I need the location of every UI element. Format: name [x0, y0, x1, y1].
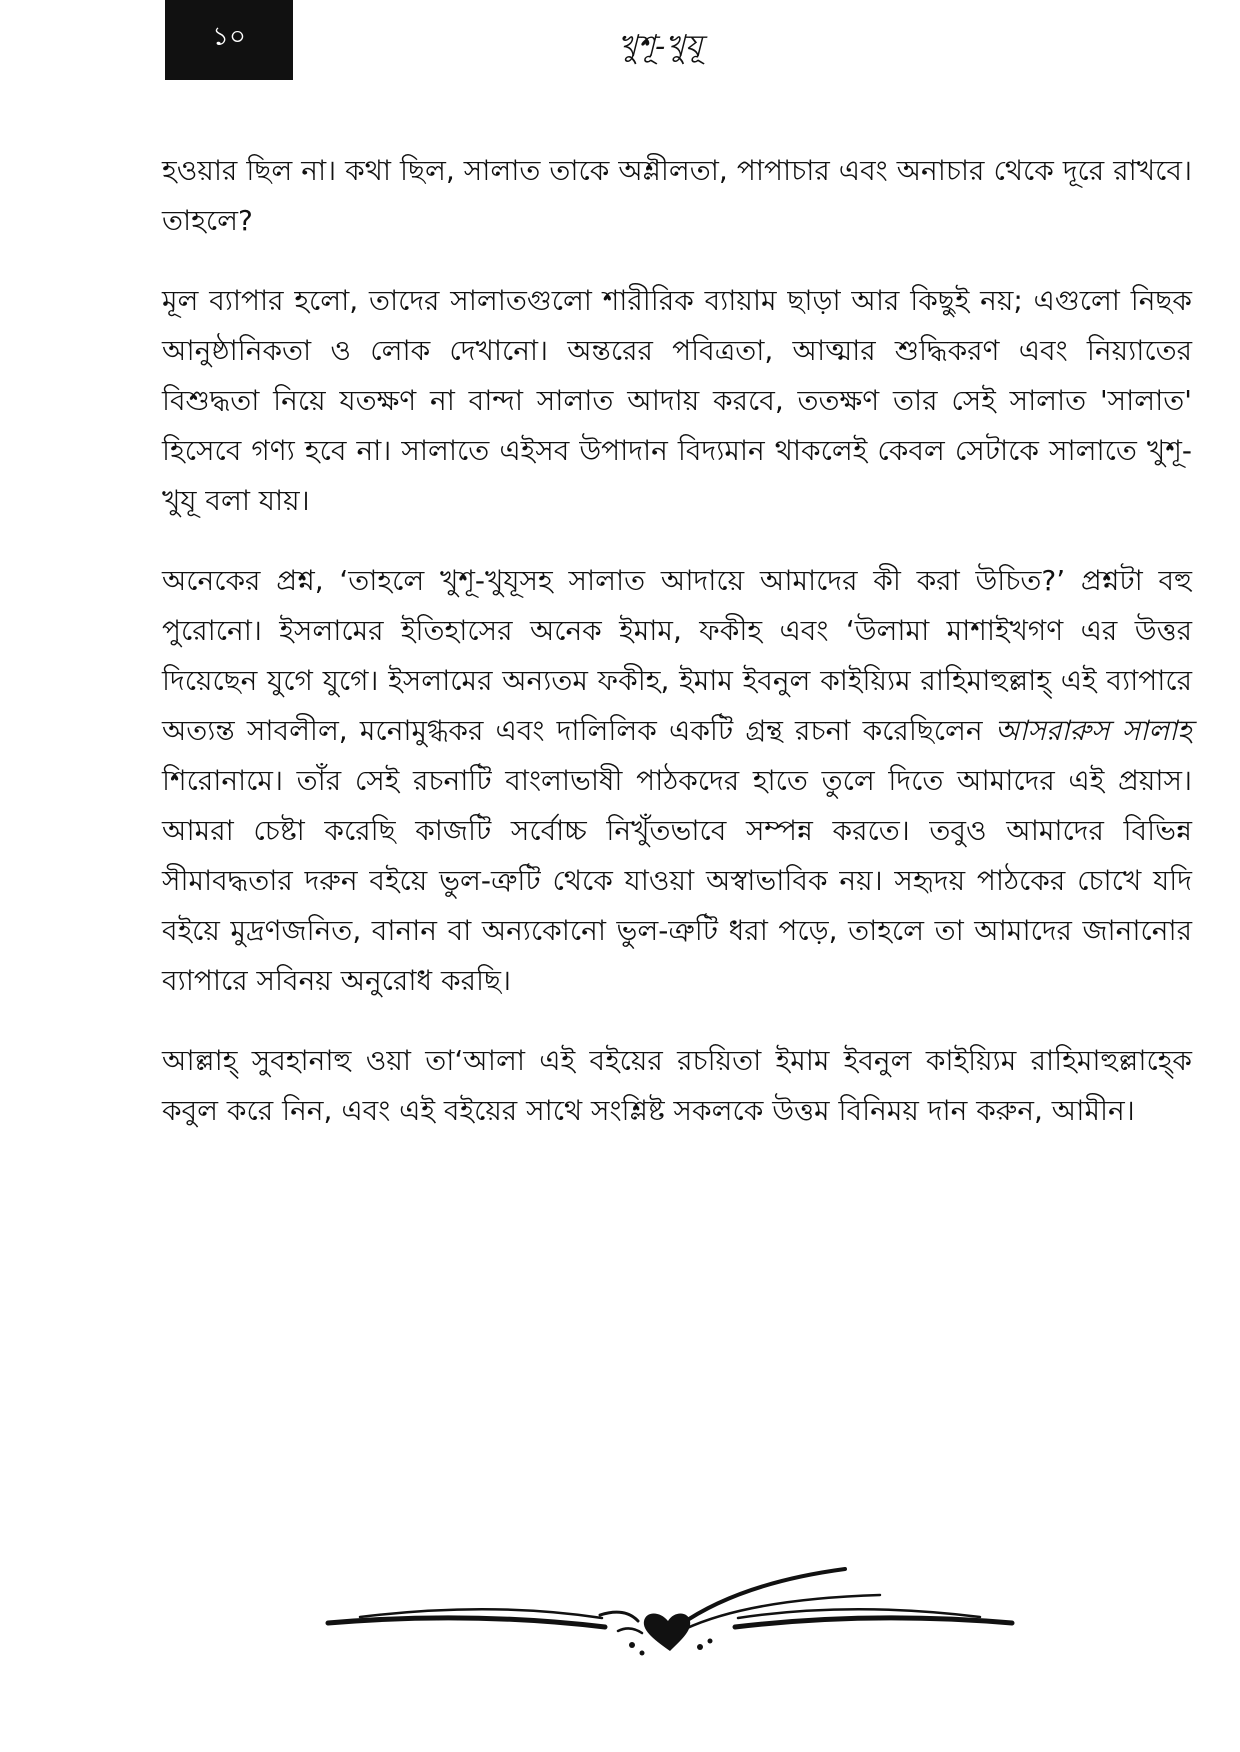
- book-title: আসরারুস সালাহ: [994, 714, 1192, 747]
- paragraph-3-before: অনেকের প্রশ্ন, ‘তাহলে খুশূ-খুযূসহ সালাত আদায়ে আমাদের কী করা উচিত?’ প্রশ্নটা বহু পুরোনো। ইসলামের ইতিহাসের অনেক ইমাম, ফকীহ এবং ‘উলামা মাশাইখগণ এর উত্তর দিয়েছেন যুগে যুগে। ইসলামের অন্যতম ফকীহ, ইমাম ইবনুল কাইয়্যিম রাহিমাহুল্লাহ্ এই ব্যাপারে অত্যন্ত সাবলীল, মনোমুগ্ধকর এবং দালিলিক একটি গ্রন্থ রচনা করেছিলেন: [162, 564, 1192, 747]
- paragraph-1: হওয়ার ছিল না। কথা ছিল, সালাত তাকে অশ্লীলতা, পাপাচার এবং অনাচার থেকে দূরে রাখবে। তাহলে?: [162, 154, 1192, 237]
- running-title: খুশূ-খুযূ: [617, 29, 703, 64]
- page-number: ১০: [212, 22, 246, 52]
- paragraph-3-after: শিরোনামে। তাঁর সেই রচনাটি বাংলাভাষী পাঠকদের হাতে তুলে দিতে আমাদের এই প্রয়াস। আমরা চেষ্টা করেছি কাজটি সর্বোচ্চ নিখুঁতভাবে সম্পন্ন করতে। তবুও আমাদের বিভিন্ন সীমাবদ্ধতার দরুন বইয়ে ভুল-ত্রুটি থেকে যাওয়া অস্বাভাবিক নয়। সহৃদয় পাঠকের চোখে যদি বইয়ে মুদ্রণজনিত, বানান বা অন্যকোনো ভুল-ত্রুটি ধরা পড়ে, তাহলে তা আমাদের জানানোর ব্যাপারে সবিনয় অনুরোধ করছি।: [162, 764, 1192, 997]
- paragraph-3: [162, 556, 1192, 1006]
- paragraph-4: আল্লাহ্ সুবহানাহু ওয়া তা‘আলা এই বইয়ের রচয়িতা ইমাম ইবনুল কাইয়্যিম রাহিমাহুল্লাহ্কে কবুল করে নিন, এবং এই বইয়ের সাথে সংশ্লিষ্ট সকলকে উত্তম বিনিময় দান করুন, আমীন।: [162, 1044, 1192, 1127]
- heart-flourish-icon: [320, 1555, 1020, 1665]
- body-text: [162, 146, 1192, 1166]
- paragraph-2: মূল ব্যাপার হলো, তাদের সালাতগুলো শারীরিক ব্যায়াম ছাড়া আর কিছুই নয়; এগুলো নিছক আনুষ্ঠানিকতা ও লোক দেখানো। অন্তরের পবিত্রতা, আত্মার শুদ্ধিকরণ এবং নিয়্যাতের বিশুদ্ধতা নিয়ে যতক্ষণ না বান্দা সালাত আদায় করবে, ততক্ষণ তার সেই সালাত 'সালাত' হিসেবে গণ্য হবে না। সালাতে এইসব উপাদান বিদ্যমান থাকলেই কেবল সেটাকে সালাতে খুশূ-খুযূ বলা যায়।: [162, 284, 1192, 517]
- page-number-box: [165, 0, 293, 80]
- heart-shape: [644, 1614, 690, 1652]
